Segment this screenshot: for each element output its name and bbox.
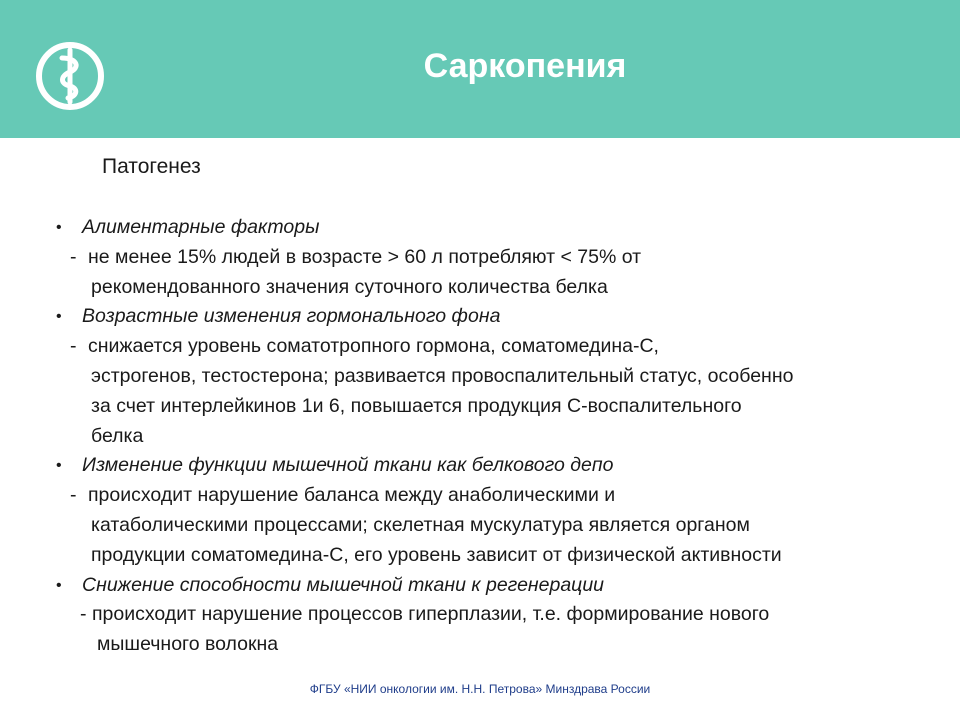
bullet-dot-icon: •	[56, 576, 62, 594]
bullet-text: Возрастные изменения гормонального фона	[82, 305, 501, 328]
detail-line	[52, 422, 932, 452]
detail-line	[52, 511, 932, 541]
slide-content	[52, 213, 932, 660]
detail-text: происходит нарушение баланса между анаболическими и	[88, 484, 616, 507]
section-subtitle: Патогенез	[102, 155, 201, 178]
detail-line	[52, 362, 932, 392]
slide-header	[0, 0, 960, 138]
dash-marker: -	[80, 603, 87, 626]
bullet-item	[52, 302, 932, 332]
bullet-item	[52, 213, 932, 243]
detail-line	[52, 243, 932, 273]
detail-text: продукции соматомедина-С, его уровень зависит от физической активности	[91, 543, 782, 566]
bullet-text: Алиментарные факторы	[82, 216, 320, 238]
detail-line	[52, 392, 932, 422]
detail-line	[52, 541, 932, 571]
detail-line	[52, 600, 932, 630]
bullet-dot-icon: •	[56, 219, 62, 236]
bullet-text: Снижение способности мышечной ткани к регенерации	[82, 573, 605, 596]
bullet-item	[52, 451, 932, 481]
detail-text: мышечного волокна	[97, 633, 279, 656]
footer-text: ФГБУ «НИИ онкологии им. Н.Н. Петрова» Минздрава России	[309, 682, 651, 696]
detail-line	[52, 273, 932, 303]
detail-text: рекомендованного значения суточного количества белка	[91, 275, 608, 298]
bullet-dot-icon: •	[56, 308, 62, 326]
bullet-text: Изменение функции мышечной ткани как белкового депо	[82, 454, 614, 477]
detail-text: не менее 15% людей в возрасте > 60 л потребляют < 75% от	[88, 245, 642, 268]
detail-line	[52, 332, 932, 362]
detail-line	[52, 630, 932, 660]
dash-marker: -	[70, 335, 77, 358]
bullet-item	[52, 571, 932, 601]
dash-marker: -	[70, 484, 77, 507]
bullet-dot-icon: •	[56, 457, 62, 475]
detail-line	[52, 481, 932, 511]
detail-text: за счет интерлейкинов 1и 6, повышается продукция С-воспалительного	[91, 394, 742, 417]
caduceus-icon	[34, 40, 106, 112]
slide-title: Саркопения	[423, 47, 627, 85]
detail-text: эстрогенов, тестостерона; развивается провоспалительный статус, особенно	[91, 364, 794, 387]
detail-text: снижается уровень соматотропного гормона, соматомедина-С,	[88, 335, 659, 358]
detail-text: катаболическими процессами; скелетная мускулатура является органом	[91, 513, 750, 536]
detail-text: происходит нарушение процессов гиперплазии, т.е. формирование нового	[92, 603, 770, 626]
dash-marker: -	[70, 245, 77, 268]
detail-text: белка	[91, 424, 144, 447]
